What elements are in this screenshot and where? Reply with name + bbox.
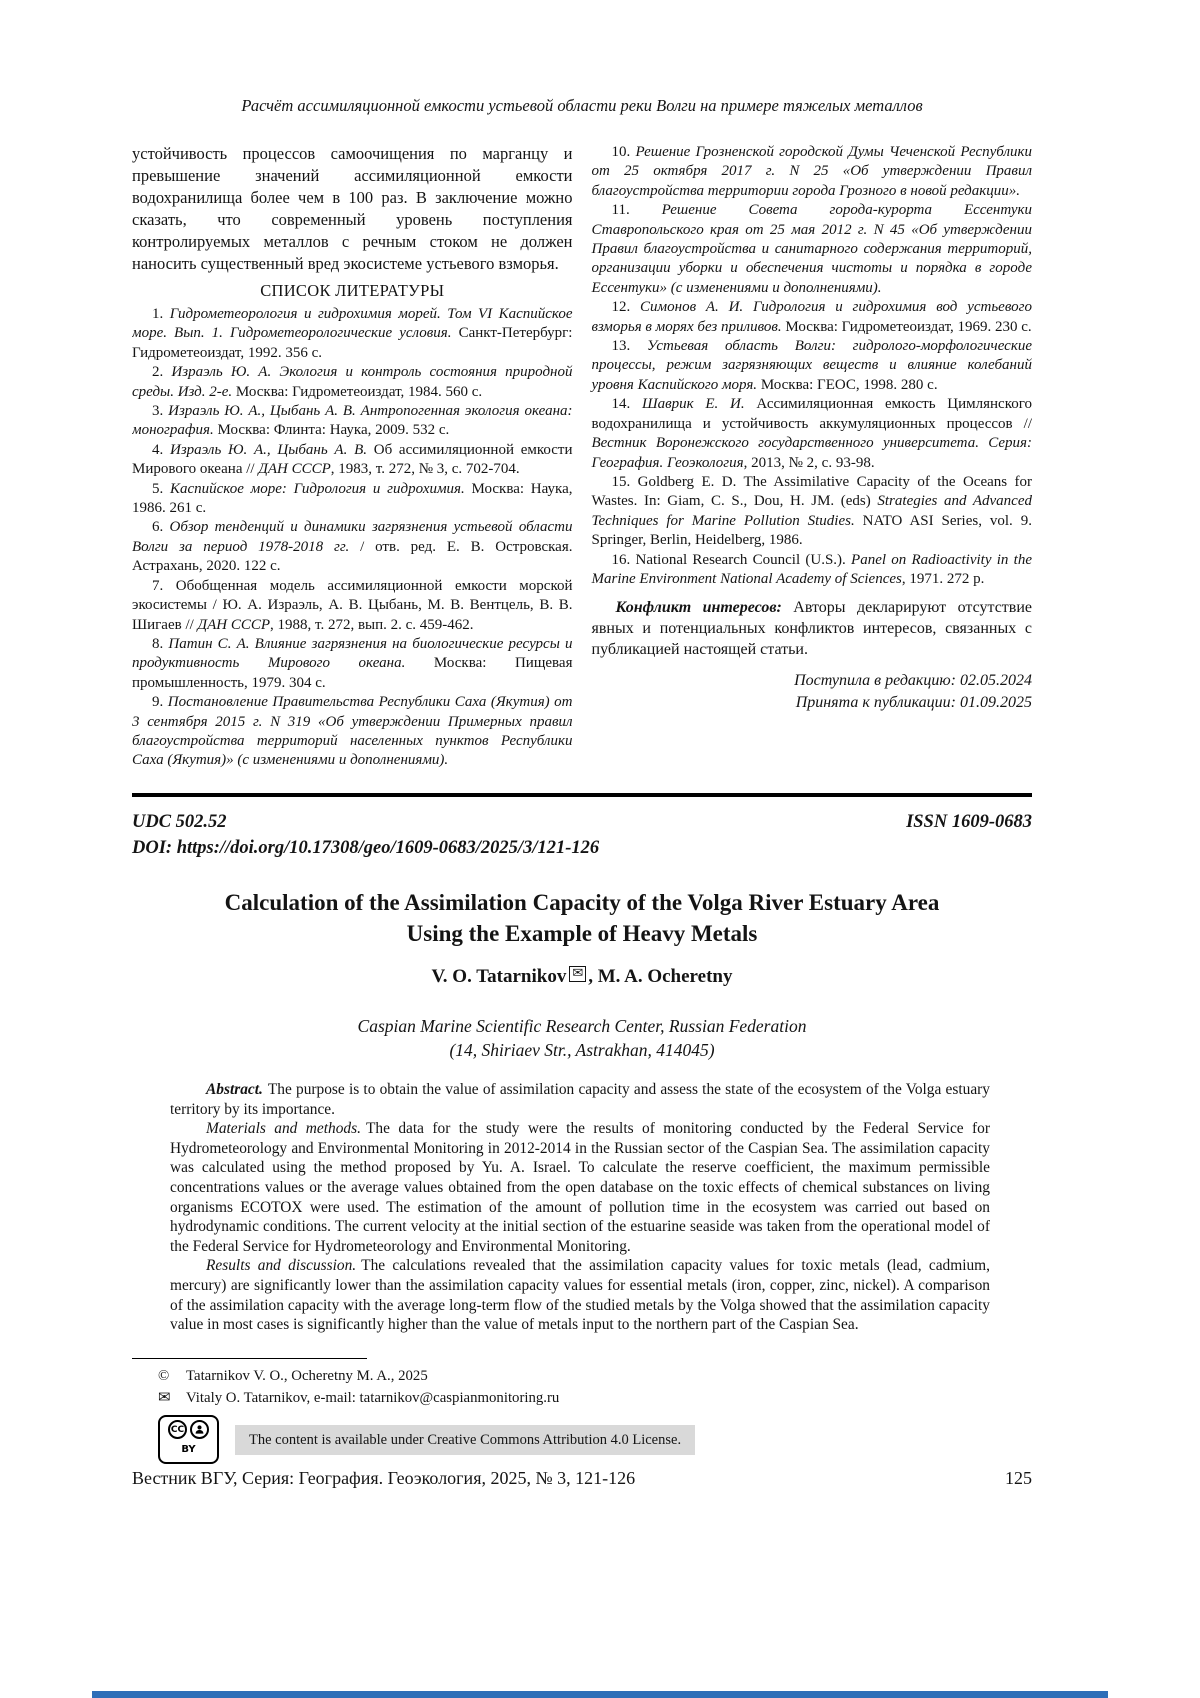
authors-line	[132, 966, 1032, 988]
envelope-icon: ✉	[158, 1390, 171, 1406]
author-2: , M. A. Ocheretny	[588, 966, 733, 987]
doi-link[interactable]: DOI: https://doi.org/10.17308/geo/1609-0683/2025/3/121-126	[132, 838, 600, 858]
reference-text-run: / отв. ред. Е. В. Островская. Астрахань, 2020. 122 с.	[132, 538, 573, 575]
reference-item	[592, 298, 1033, 337]
reference-text-run: Goldberg E. D. The Assimilative Capacity of the Oceans for Wastes. In: Giam, C. S., Dou, H. JM. (eds)	[591, 473, 1032, 510]
cc-icons	[168, 1420, 209, 1439]
reference-text-run: , 1983, т. 272, № 3, с. 702-704.	[330, 461, 520, 478]
reference-number: 1.	[152, 306, 170, 322]
reference-number: 9.	[152, 694, 168, 711]
reference-text-run: Каспийское море: Гидрология и гидрохимия.	[170, 480, 465, 497]
results-text: The calculations revealed that the assimilation capacity values for toxic metals (lead, cadmium, mercury) are significantly lower than the assimilation capacity values for essential metals (iron, copper, zinc, nickel). A comparison of the assimilation capacity with the average long-term flow of the studied metals by the Volga showed that the assimilation capacity value in most cases is significantly higher than the value of metals input to the northern part of the Caspian Sea.	[170, 1257, 990, 1334]
reference-item	[132, 518, 573, 576]
methods-text: The data for the study were the results of monitoring conducted by the Federal Service for Hydrometeorology and Environmental Monitoring in 2012-2014 in the Russian sector of the Caspian Sea. The assimilation capacity was calculated using the method proposed by Yu. A. Israel. To calculate the reserve coefficient, the maximum permissible concentrations values or the average values obtained from the open database on the toxic effects of chemical substances on living organisms ECOTOX were used. The estimation of the amount of pollution time in the ecosystem was carried out based on hydrodynamic conditions. The current velocity at the initial section of the estuarine seaside was taken from the operational model of the Federal Service for Hydrometeorology and Environmental Monitoring.	[170, 1120, 991, 1255]
reference-text-run: NATO ASI Series, vol. 9. Springer, Berlin, Heidelberg, 1986.	[591, 512, 1032, 549]
reference-number: 3.	[152, 403, 169, 420]
reference-item	[592, 337, 1033, 395]
reference-item	[132, 635, 573, 693]
reference-text-run: Ассимиляционная емкость Цимлянского водохранилища и устойчивость аккумуляционных процессов //	[591, 396, 1032, 432]
reference-item	[132, 577, 573, 635]
meta-row	[132, 812, 1032, 833]
methods-label: Materials and methods.	[206, 1120, 361, 1138]
reference-text-run: Обобщенная модель ассимиляционной емкости морской экосистемы / Ю. А. Израэль, А. В. Цыбань, М. В. Вентцель, В. В. Шигаев //	[132, 577, 573, 633]
accepted-date: Принята к публикации: 01.09.2025	[795, 694, 1032, 712]
reference-number: 4.	[152, 441, 170, 458]
reference-text-run: Шаврик Е. И.	[641, 396, 745, 413]
running-head: Расчёт ассимиляционной емкости устьевой области реки Волги на примере тяжелых металлов	[241, 96, 923, 115]
footer-notes	[158, 1366, 988, 1464]
reference-text-run: Обзор тенденций и динамики загрязнения устьевой области Волги за период 1978-2018 гг.	[132, 519, 573, 555]
affiliation-line2: (14, Shiriaev Str., Astrakhan, 414045)	[449, 1040, 715, 1060]
reference-text-run: Гидрометеорология и гидрохимия морей. Том VI Каспийское море. Вып. 1. Гидрометеорологические условия.	[132, 306, 573, 342]
reference-number: 11.	[611, 202, 662, 219]
footnote-rule	[132, 1358, 367, 1359]
reference-number: 12.	[611, 299, 641, 316]
reference-number: 2.	[152, 364, 172, 381]
reference-text-run: Москва: Наука, 1986. 261 с.	[132, 480, 573, 517]
article-title-line1: Calculation of the Assimilation Capacity of the Volga River Estuary Area	[224, 890, 940, 915]
results-paragraph	[170, 1256, 990, 1334]
reference-number: 15.	[611, 473, 638, 490]
cc-by-badge[interactable]	[158, 1415, 219, 1464]
reference-item	[592, 395, 1033, 473]
reference-text-run: Решение Совета города-курорта Ессентуки Ставропольского края от 25 мая 2012 г. N 45 «Об утверждении Правил благоустройства и санитарного содержания территорий, организации уборки и обеспечения чистоты и порядка в городе Ессентуки» (с изменениями и дополнениями).	[591, 202, 1032, 296]
abstract-text: The purpose is to obtain the value of assimilation capacity and assess the state of the ecosystem of the Volga estuary territory by its importance.	[170, 1081, 990, 1118]
reference-item	[592, 473, 1033, 551]
right-column	[592, 143, 1033, 798]
article-title-line2: Using the Example of Heavy Metals	[406, 921, 758, 946]
section-divider-rule	[132, 793, 1032, 797]
reference-number: 16.	[611, 551, 636, 568]
reference-number: 13.	[611, 338, 647, 355]
page-number: 125	[1005, 1468, 1032, 1488]
reference-text-run: Симонов А. И. Гидрология и гидрохимия вод устьевого взморья в морях без приливов.	[591, 299, 1032, 335]
affiliation-block	[132, 1014, 1032, 1062]
copyright-icon: ©	[158, 1368, 170, 1384]
methods-paragraph	[170, 1119, 990, 1256]
copyright-text: Tatarnikov V. O., Ocheretny M. A., 2025	[186, 1368, 428, 1384]
conflict-of-interest	[592, 597, 1033, 660]
reference-text-run: Москва: Гидрометеоиздат, 1984. 560 с.	[232, 383, 483, 400]
reference-item	[592, 143, 1033, 201]
cc-by-label: BY	[181, 1444, 196, 1455]
reference-number: 8.	[152, 635, 169, 652]
reference-text-run: Об ассимиляционной емкости Мирового океана //	[132, 441, 573, 478]
reference-text-run: Израэль Ю. А., Цыбань А. В.	[170, 441, 367, 458]
reference-text-run: Израэль Ю. А. Экология и контроль состояния природной среды. Изд. 2-е.	[132, 364, 573, 400]
reference-item	[132, 305, 573, 363]
cc-logo-icon: CC	[168, 1420, 187, 1439]
reference-text-run: Москва: Флинта: Наука, 2009. 532 с.	[213, 422, 450, 439]
dates-block	[592, 670, 1033, 714]
reference-number: 6.	[152, 519, 170, 536]
cc-license-text: The content is available under Creative Commons Attribution 4.0 License.	[235, 1425, 695, 1455]
reference-text-run: Санкт-Петербург: Гидрометеоиздат, 1992. 356 с.	[132, 325, 573, 361]
reference-text-run: Устьевая область Волги: гидролого-морфологические процессы, режим загрязняющих веществ и влияние колебаний уровня Каспийского моря.	[591, 338, 1032, 393]
reference-item	[592, 201, 1033, 298]
reference-text-run: Решение Грозненской городской Думы Чеченской Республики от 25 октября 2017 г. N 25 «Об утверждении Правил благоустройства территории города Грозного в новой редакции».	[591, 144, 1032, 199]
license-row	[158, 1415, 988, 1464]
received-date: Поступила в редакцию: 02.05.2024	[794, 672, 1032, 690]
reference-text-run: Москва: ГЕОС, 1998. 280 с.	[757, 376, 938, 393]
reference-text-run: ДАН СССР	[258, 461, 331, 478]
article-title	[132, 887, 1032, 949]
reference-text-run: ДАН СССР	[197, 616, 271, 633]
reference-text-run: Вестник Воронежского государственного университета. Серия: География. Геоэкология	[591, 435, 1032, 471]
reference-number: 14.	[611, 396, 642, 413]
left-column	[132, 143, 573, 798]
abstract-label: Abstract.	[206, 1081, 263, 1098]
reference-text-run: Panel on Radioactivity in the Marine Environment National Academy of Sciences	[591, 551, 1032, 587]
reference-text-run: , 2013, № 2, с. 93-98.	[743, 454, 875, 471]
reference-item	[132, 693, 573, 771]
reference-text-run: , 1988, т. 272, вып. 2. с. 459-462.	[270, 616, 474, 633]
reference-text-run: Strategies and Advanced Techniques for Marine Pollution Studies.	[591, 493, 1032, 529]
reference-text-run: Москва: Гидрометеоиздат, 1969. 230 с.	[781, 318, 1032, 335]
copyright-line	[158, 1366, 988, 1386]
references-list-left	[132, 305, 573, 771]
results-label: Results and discussion.	[206, 1257, 357, 1275]
person-icon	[190, 1420, 209, 1439]
references-heading: СПИСОК ЛИТЕРАТУРЫ	[260, 281, 445, 300]
reference-text-run: , 1971. 272 p.	[901, 570, 985, 587]
issn-code: ISSN 1609-0683	[906, 812, 1032, 832]
reference-item	[132, 441, 573, 480]
reference-text-run: Патин С. А. Влияние загрязнения на биологические ресурсы и продуктивность Мирового океана.	[132, 635, 573, 672]
reference-item	[132, 363, 573, 402]
reference-item	[132, 480, 573, 519]
reference-text-run: Постановление Правительства Республики Саха (Якутия) от 3 сентября 2015 г. N 319 «Об утверждении Примерных правил благоустройства территорий населенных пунктов Республики Саха (Якутия)» (с изменениями и дополнениями).	[132, 694, 573, 769]
reference-number: 10.	[611, 144, 636, 160]
reference-number: 5.	[152, 480, 171, 497]
conflict-text: Авторы декларируют отсутствие явных и потенциальных конфликтов интересов, связанных с публикацией настоящей статьи.	[591, 599, 1032, 659]
udc-code: UDC 502.52	[132, 812, 227, 832]
email-icon[interactable]: ✉	[569, 966, 586, 982]
abstract-paragraph	[170, 1080, 990, 1119]
corresponding-email-line	[158, 1388, 988, 1408]
reference-item	[592, 551, 1033, 590]
email-text[interactable]: Vitaly O. Tatarnikov, e-mail: tatarnikov@caspianmonitoring.ru	[186, 1390, 560, 1406]
reference-text-run: Израэль Ю. А., Цыбань А. В. Антропогенная экология океана: монография.	[132, 403, 573, 439]
affiliation-line1: Caspian Marine Scientific Research Center, Russian Federation	[357, 1016, 807, 1036]
bottom-line	[132, 1468, 1032, 1489]
author-1: V. O. Tatarnikov	[431, 966, 567, 987]
journal-citation: Вестник ВГУ, Серия: География. Геоэкология, 2025, № 3, 121-126	[132, 1468, 636, 1488]
reference-text-run: National Research Council (U.S.).	[635, 551, 852, 568]
two-column-body	[132, 143, 1032, 798]
reference-number: 7.	[152, 577, 176, 594]
bottom-blue-bar	[92, 1691, 1108, 1698]
conflict-label: Конфликт интересов:	[615, 599, 782, 617]
intro-paragraph: устойчивость процессов самоочищения по марганцу и превышение значений ассимиляционной емкости водохранилища более чем в 100 раз. В заключение можно сказать, что современный уровень поступления контролируемых металлов с речным стоком не должен наносить существенный вред экосистеме устьевого взморья.	[132, 144, 573, 273]
abstract-section	[170, 1080, 990, 1335]
references-list-right	[592, 143, 1033, 589]
reference-text-run: Москва: Пищевая промышленность, 1979. 304 с.	[132, 655, 573, 691]
reference-item	[132, 402, 573, 441]
